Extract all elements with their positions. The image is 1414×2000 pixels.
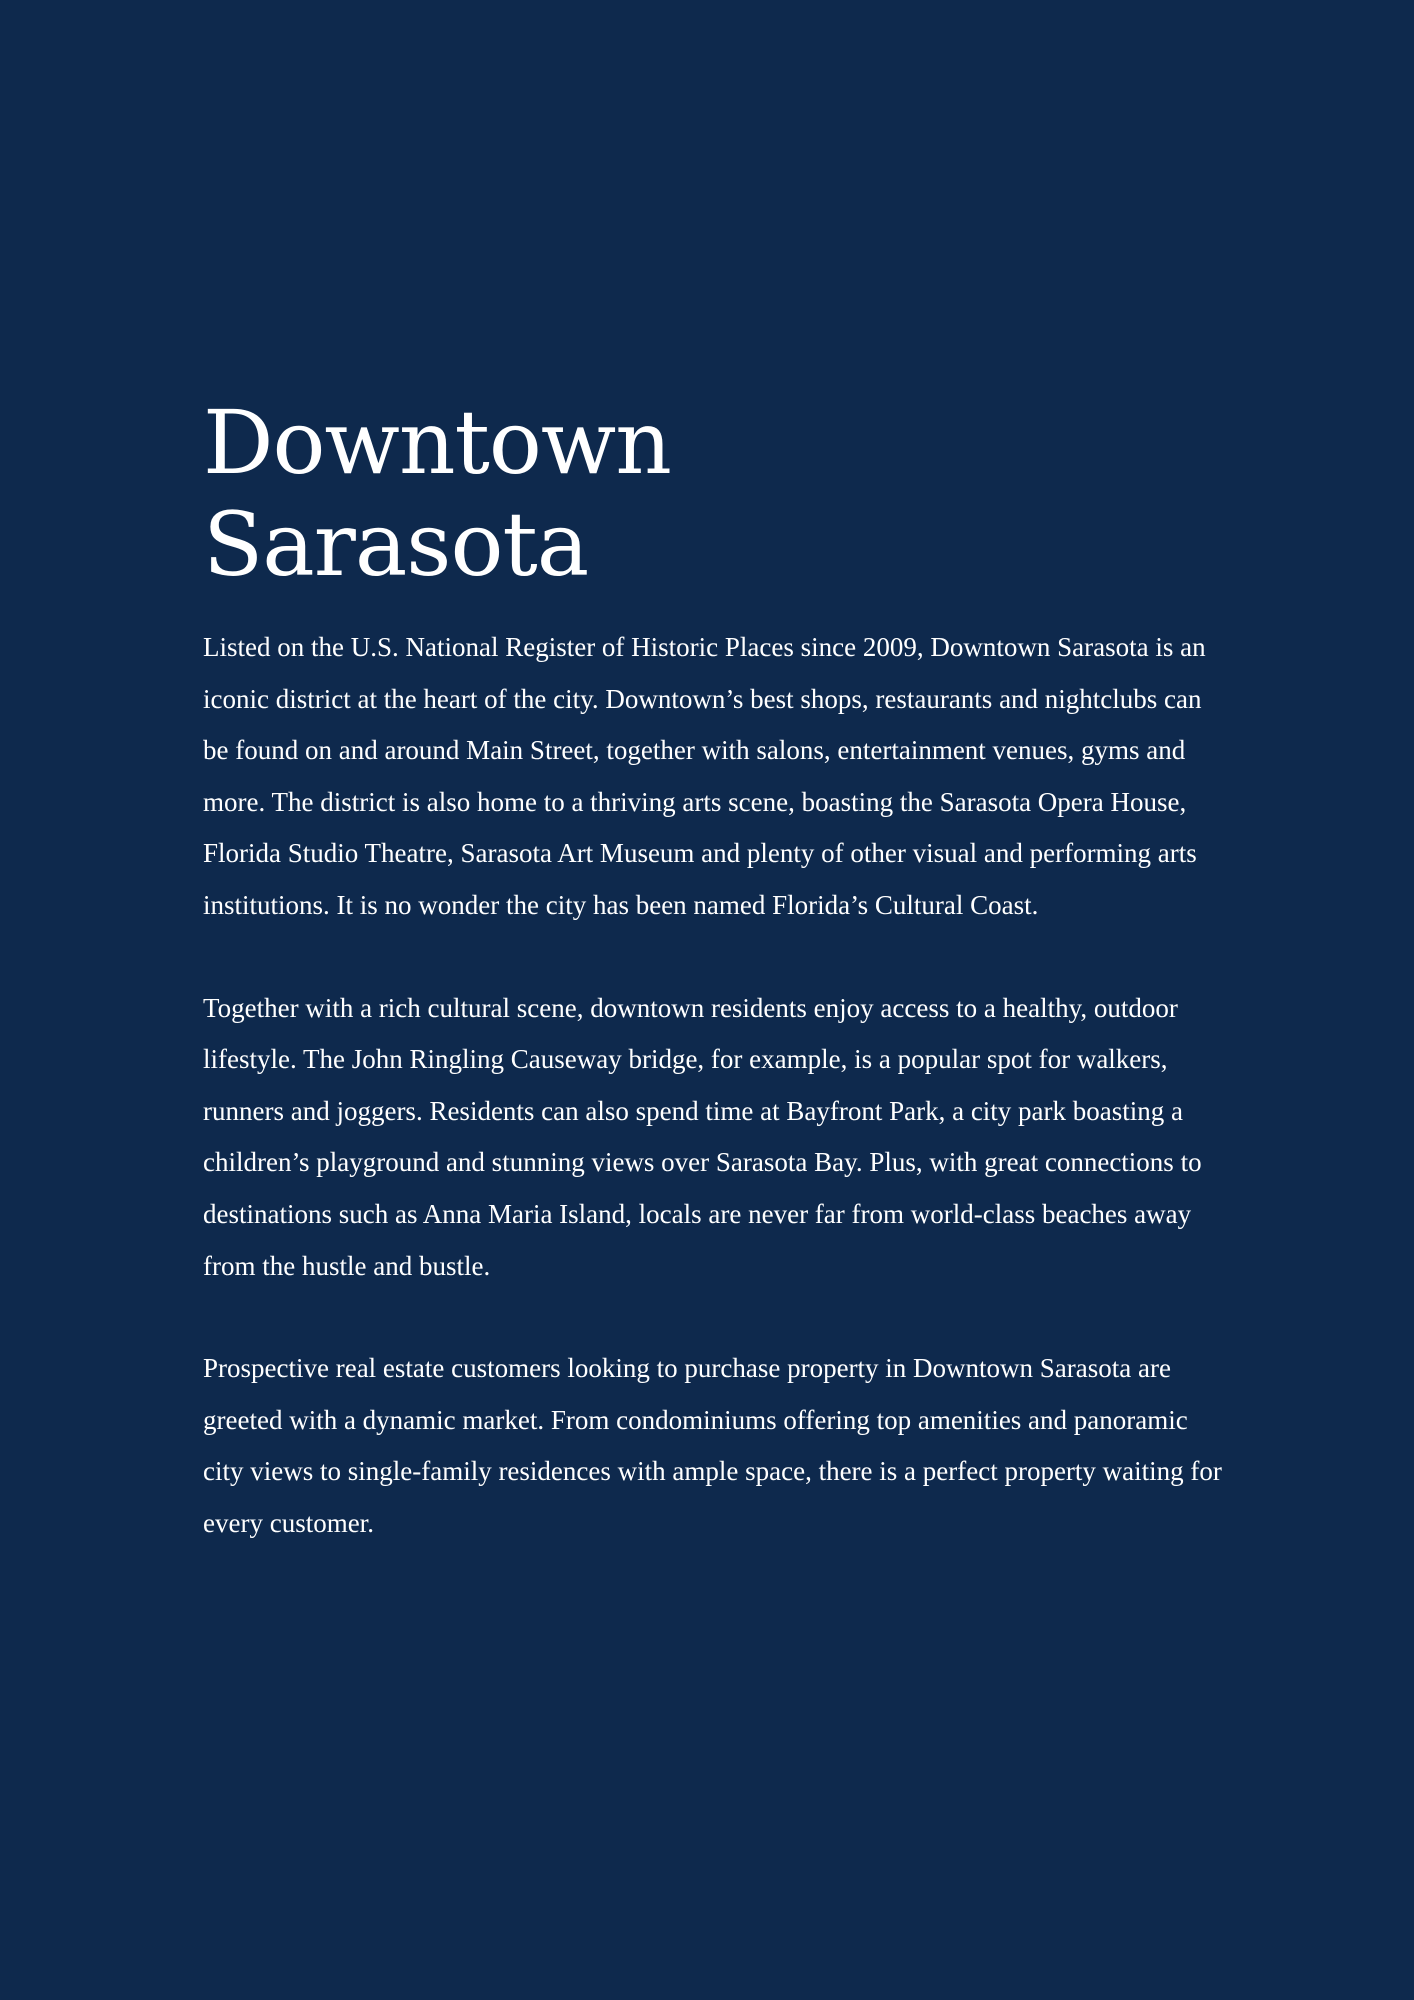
paragraph-history: Listed on the U.S. National Register of Historic Places since 2009, Downtown Sarasota is an iconic district at the heart of the city. Downtown’s best shops, restaurants and nightclubs can be found on and around Main Street, together with salons, entertainment venues, gyms and more. The district is also home to a thriving arts scene, boasting the Sarasota Opera House, Florida Studio Theatre, Sarasota Art Museum and plenty of other visual and performing arts institutions. It is no wonder the city has been named Florida’s Cultural Coast. <box>203 632 1206 920</box>
page-title <box>203 392 1223 596</box>
body-text <box>203 622 1223 1550</box>
paragraph-real-estate: Prospective real estate customers looking to purchase property in Downtown Sarasota are greeted with a dynamic market. From condominiums offering top amenities and panoramic city views to single-family residences with ample space, there is a perfect property waiting for every customer. <box>203 1353 1222 1538</box>
title-line-2: Sarasota <box>203 493 589 596</box>
paragraph-lifestyle: Together with a rich cultural scene, downtown residents enjoy access to a healthy, outdoor lifestyle. The John Ringling Causeway bridge, for example, is a popular spot for walkers, runners and joggers. Residents can also spend time at Bayfront Park, a city park boasting a children’s playground and stunning views over Sarasota Bay. Plus, with great connections to destinations such as Anna Maria Island, locals are never far from world-class beaches away from the hustle and bustle. <box>203 992 1202 1281</box>
title-line-1: Downtown <box>203 391 671 494</box>
content-column <box>203 392 1223 1550</box>
